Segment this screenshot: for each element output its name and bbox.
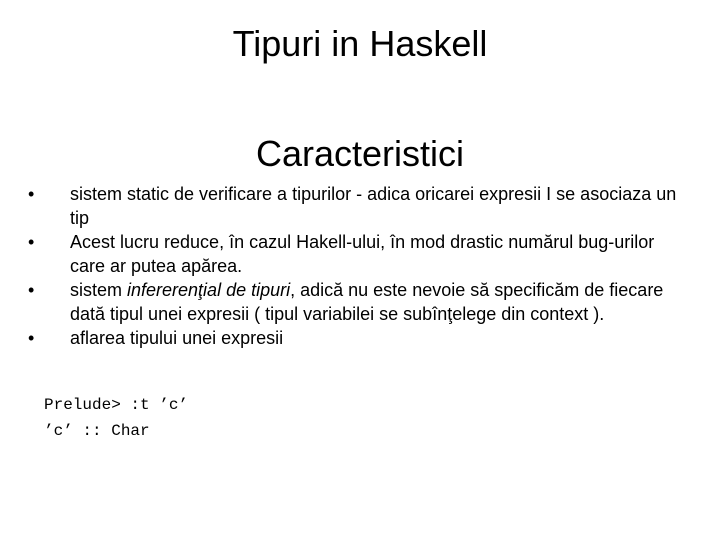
bullet-text: Acest lucru reduce, în cazul Hakell-ului, în mod drastic numărul bug-urilor care ar putea apărea. [70, 232, 655, 276]
code-line-prompt: Prelude> :t ’c’ [44, 396, 189, 414]
bullet-dot-icon: • [28, 184, 35, 204]
bullet-item [28, 230, 693, 278]
bullet-item [28, 182, 693, 230]
bullet-item [28, 278, 693, 326]
slide-subtitle: Caracteristici [255, 133, 465, 174]
bullet-text-italic: infererenţial de tipuri [127, 280, 291, 300]
slide-title: Tipuri in Haskell [232, 23, 488, 64]
bullet-dot-icon: • [28, 232, 35, 252]
bullet-text: aflarea tipului unei expresii [70, 328, 284, 348]
bullet-item [28, 326, 693, 350]
bullet-text-after: , adică nu este nevoie să specificăm de fiecare dată tipul unei expresii ( tipul variabilei se subînţelege din context ). [70, 280, 664, 324]
code-line-result: ’c’ :: Char [44, 422, 150, 440]
bullet-list [28, 182, 693, 350]
bullet-dot-icon: • [28, 280, 35, 300]
bullet-text-before: sistem [70, 280, 128, 300]
bullet-dot-icon: • [28, 328, 35, 348]
bullet-text: sistem static de verificare a tipurilor - adica oricarei expresii I se asociaza un tip [70, 184, 677, 228]
